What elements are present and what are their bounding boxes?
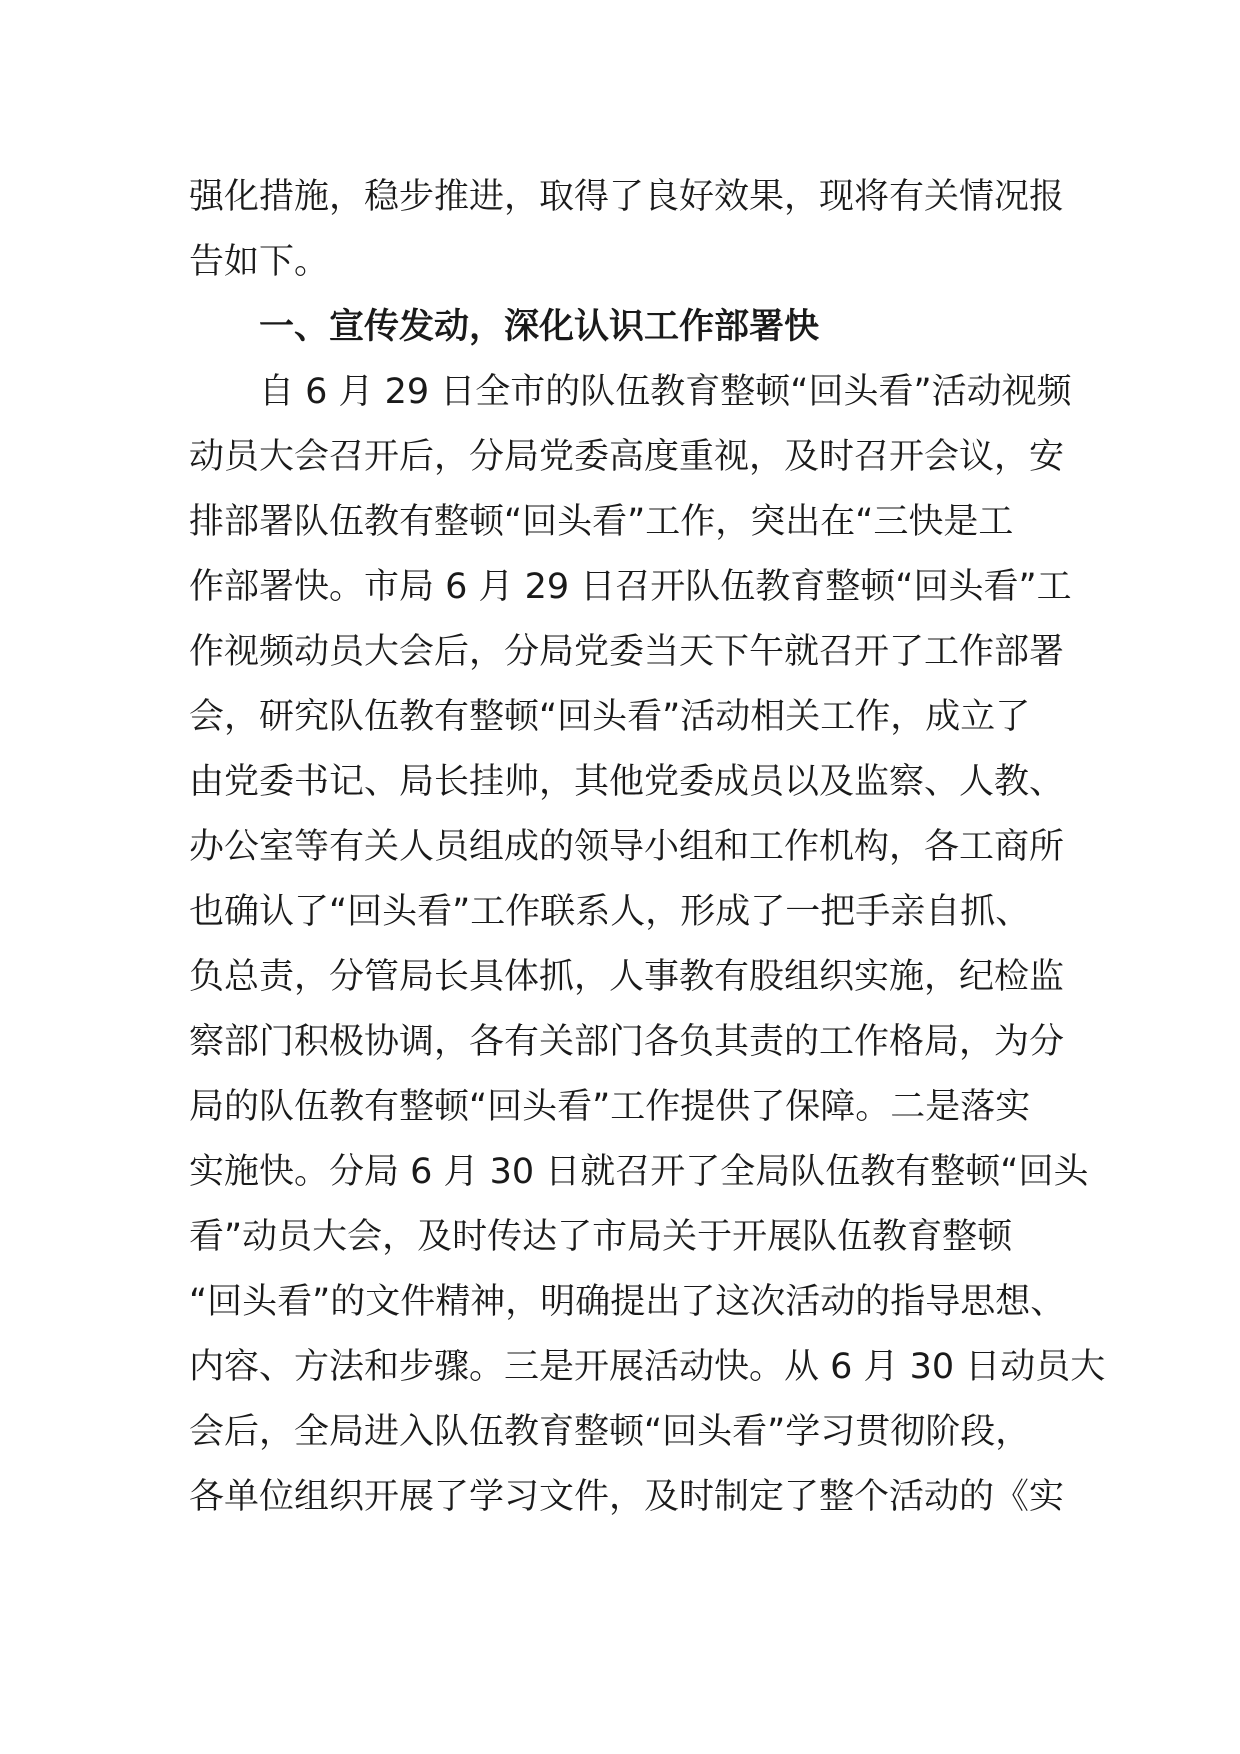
body-text-line: “回头看”的文件精神，明确提出了这次活动的指导思想、 <box>189 1282 1066 1322</box>
body-text-line: 会，研究队伍教有整顿“回头看”活动相关工作，成立了 <box>189 697 1031 737</box>
body-text-line: 也确认了“回头看”工作联系人，形成了一把手亲自抓、 <box>189 892 1031 932</box>
body-text-line: 局的队伍教有整顿“回头看”工作提供了保障。二是落实 <box>189 1087 1031 1127</box>
body-text-line: 实施快。分局 6 月 30 日就召开了全局队伍教有整顿“回头 <box>189 1152 1089 1192</box>
body-text-line: 办公室等有关人员组成的领导小组和工作机构，各工商所 <box>189 827 1065 867</box>
paragraph-first-line: 自 6 月 29 日全市的队伍教育整顿“回头看”活动视频 <box>259 372 1072 412</box>
body-text-line: 内容、方法和步骤。三是开展活动快。从 6 月 30 日动员大 <box>189 1347 1106 1387</box>
body-text-line: 负总责，分管局长具体抓，人事教有股组织实施，纪检监 <box>189 957 1065 997</box>
body-text-line: 看”动员大会，及时传达了市局关于开展队伍教育整顿 <box>189 1217 1013 1257</box>
body-text-line: 强化措施，稳步推进，取得了良好效果，现将有关情况报 <box>189 177 1065 217</box>
body-text-line: 作视频动员大会后，分局党委当天下午就召开了工作部署 <box>189 632 1065 672</box>
body-text-line: 会后，全局进入队伍教育整顿“回头看”学习贯彻阶段， <box>189 1412 1031 1452</box>
body-text-line: 各单位组织开展了学习文件，及时制定了整个活动的《实 <box>189 1477 1065 1517</box>
body-text-line: 作部署快。市局 6 月 29 日召开队伍教育整顿“回头看”工 <box>189 567 1072 607</box>
section-heading: 一、宣传发动，深化认识工作部署快 <box>259 307 820 347</box>
body-text-line: 告如下。 <box>189 242 330 282</box>
body-text-line: 排部署队伍教有整顿“回头看”工作，突出在“三快是工 <box>189 502 1014 542</box>
body-text-line: 由党委书记、局长挂帅，其他党委成员以及监察、人教、 <box>189 762 1065 802</box>
document-body <box>189 165 1106 1530</box>
body-text-line: 动员大会召开后，分局党委高度重视，及时召开会议，安 <box>189 437 1065 477</box>
body-text-line: 察部门积极协调，各有关部门各负其责的工作格局，为分 <box>189 1022 1065 1062</box>
